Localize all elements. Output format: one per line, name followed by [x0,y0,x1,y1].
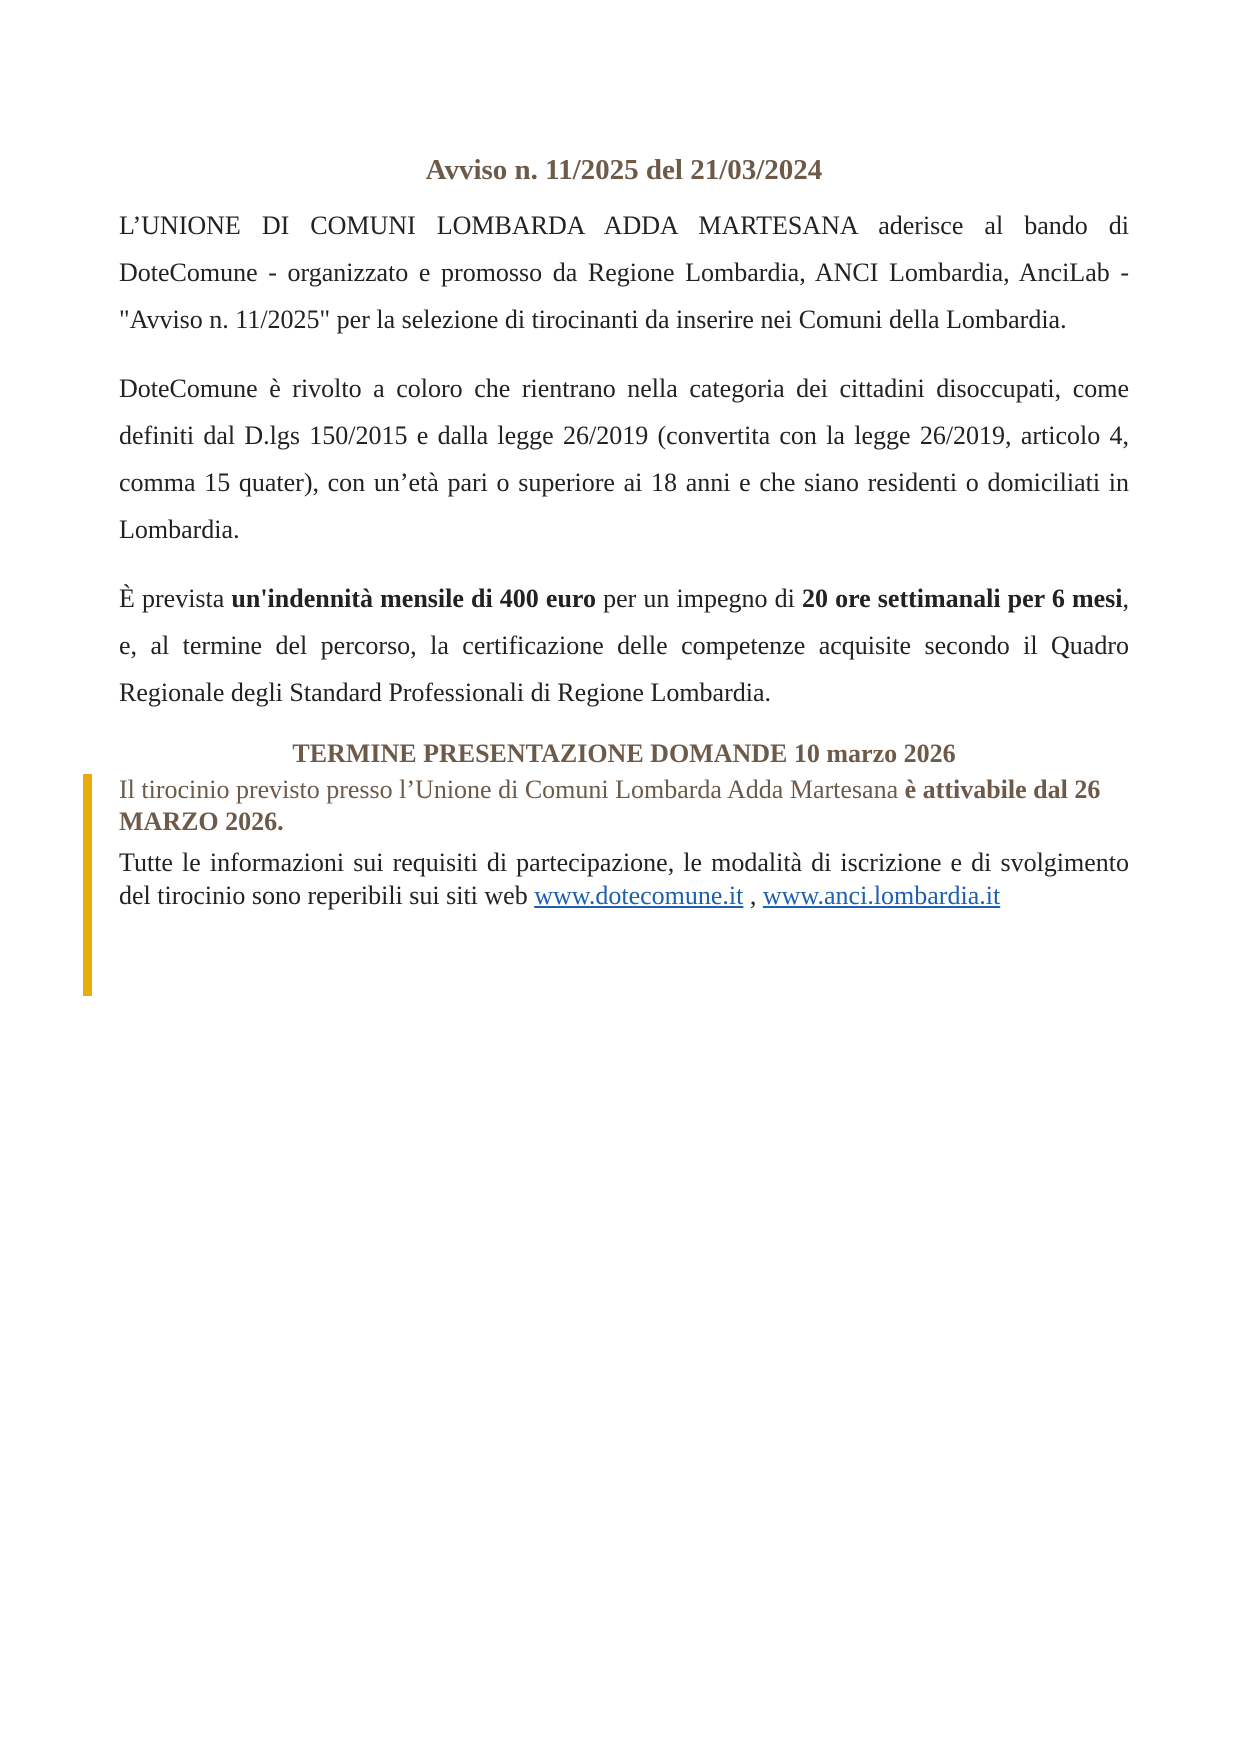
compensation-text: È prevista [119,584,232,613]
deadline-heading: TERMINE PRESENTAZIONE DOMANDE 10 marzo 2026 [292,739,956,768]
compensation-text: per un impegno di [596,584,802,613]
link-dotecomune[interactable]: www.dotecomune.it [534,881,744,910]
accent-bar [83,774,92,996]
link-separator: , [743,881,763,910]
compensation-amount: un'indennità mensile di 400 euro [231,584,596,613]
document-body [119,150,1129,912]
highlight-block [119,774,1129,912]
notice-title: Avviso n. 11/2025 del 21/03/2024 [425,154,823,186]
info-paragraph [119,846,1129,912]
activation-text: Il tirocinio previsto presso l’Unione di Comuni Lombarda Adda Martesana [119,775,905,804]
activation-date: è attivabile dal 26 MARZO 2026. [119,775,1101,836]
info-text: Tutte le informazioni sui requisiti di partecipazione, le modalità di iscrizione e di svolgimento del tirocinio sono reperibili sui siti web [119,848,1129,910]
paragraph-compensation [119,575,1129,716]
paragraph-adhesion: L’UNIONE DI COMUNI LOMBARDA ADDA MARTESANA aderisce al bando di DoteComune - organizzato e promosso da Regione Lombardia, ANCI Lombardia, AnciLab - "Avviso n. 11/2025" per la selezione di tirocinanti da inserire nei Comuni della Lombardia. [119,211,1129,334]
compensation-hours: 20 ore settimanali per 6 mesi [801,584,1123,613]
compensation-text: , e, al termine del percorso, la certificazione delle competenze acquisite secondo il Quadro Regionale degli Standard Professionali di Regione Lombardia. [119,584,1129,707]
activation-note [119,774,1129,838]
link-anci-lombardia[interactable]: www.anci.lombardia.it [762,881,1001,910]
paragraph-eligibility: DoteComune è rivolto a coloro che rientrano nella categoria dei cittadini disoccupati, come definiti dal D.lgs 150/2015 e dalla legge 26/2019 (convertita con la legge 26/2019, articolo 4, comma 15 quater), con un’età pari o superiore ai 18 anni e che siano residenti o domiciliati in Lombardia. [119,374,1129,544]
